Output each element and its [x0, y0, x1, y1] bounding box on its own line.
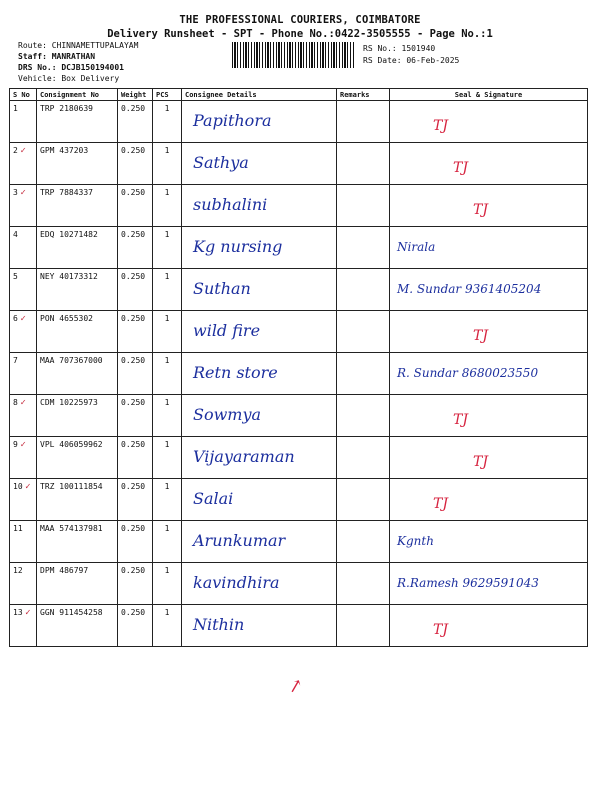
weight-value: 0.250 — [118, 353, 153, 395]
weight-value: 0.250 — [118, 185, 153, 227]
consignee-handwritten-name: Suthan — [193, 279, 251, 298]
table-row — [10, 521, 588, 563]
signature-cell — [390, 311, 588, 353]
tick-mark: ✓ — [24, 482, 32, 491]
handwritten-signature: TJ — [453, 412, 468, 428]
table-row — [10, 101, 588, 143]
rs-date: RS Date: 06-Feb-2025 — [363, 56, 460, 65]
remarks-cell — [337, 311, 390, 353]
handwritten-signature: TJ — [433, 118, 448, 134]
company-title: THE PROFESSIONAL COURIERS, COIMBATORE — [179, 14, 421, 26]
drs-number: DRS No.: DCJB150194001 — [18, 63, 124, 72]
tick-mark: ✓ — [19, 188, 27, 197]
consignee-cell — [182, 437, 337, 479]
runsheet-title: Delivery Runsheet - SPT - Phone No.:0422-3505555 - Page No.:1 — [107, 28, 493, 40]
consignment-number: GGN 911454258 — [37, 605, 118, 647]
weight-value: 0.250 — [118, 605, 153, 647]
consignment-number: GPM 437203 — [37, 143, 118, 185]
pcs-value: 1 — [153, 479, 182, 521]
tick-mark: ✓ — [19, 440, 27, 449]
column-header: Weight — [118, 89, 153, 101]
serial-number-cell — [10, 227, 37, 269]
serial-number-cell — [10, 395, 37, 437]
tick-mark: ✓ — [19, 146, 27, 155]
table-row — [10, 185, 588, 227]
remarks-cell — [337, 605, 390, 647]
serial-number: 5 — [13, 272, 18, 281]
signature-cell — [390, 437, 588, 479]
consignee-handwritten-name: Nithin — [193, 615, 245, 634]
handwritten-signature: TJ — [473, 454, 488, 470]
serial-number-cell — [10, 185, 37, 227]
signature-cell — [390, 143, 588, 185]
column-header: S No — [10, 89, 37, 101]
table-header-row — [10, 89, 588, 101]
consignee-cell — [182, 269, 337, 311]
consignment-number: EDQ 10271482 — [37, 227, 118, 269]
consignment-number: TRP 7884337 — [37, 185, 118, 227]
weight-value: 0.250 — [118, 101, 153, 143]
remarks-cell — [337, 479, 390, 521]
signature-cell — [390, 101, 588, 143]
consignee-handwritten-name: wild fire — [193, 321, 261, 340]
vehicle-label: Vehicle: Box Delivery — [18, 74, 120, 83]
consignee-handwritten-name: Kg nursing — [193, 237, 283, 256]
consignee-cell — [182, 521, 337, 563]
weight-value: 0.250 — [118, 311, 153, 353]
table-row — [10, 437, 588, 479]
consignee-cell — [182, 563, 337, 605]
consignment-number: CDM 10225973 — [37, 395, 118, 437]
consignee-handwritten-name: Salai — [193, 489, 234, 508]
column-header: Consignee Details — [182, 89, 337, 101]
consignee-handwritten-name: Papithora — [193, 111, 272, 130]
serial-number-cell — [10, 521, 37, 563]
serial-number: 6 — [13, 314, 18, 323]
weight-value: 0.250 — [118, 521, 153, 563]
weight-value: 0.250 — [118, 395, 153, 437]
consignment-number: MAA 574137981 — [37, 521, 118, 563]
handwritten-signature: R. Sundar 8680023550 — [397, 366, 539, 380]
remarks-cell — [337, 269, 390, 311]
consignee-handwritten-name: Retn store — [193, 363, 278, 382]
pcs-value: 1 — [153, 521, 182, 563]
consignee-cell — [182, 395, 337, 437]
signature-cell — [390, 269, 588, 311]
signature-cell — [390, 479, 588, 521]
serial-number: 12 — [13, 566, 23, 575]
table-row — [10, 269, 588, 311]
consignment-number: TRZ 100111854 — [37, 479, 118, 521]
signature-cell — [390, 395, 588, 437]
consignee-cell — [182, 605, 337, 647]
serial-number-cell — [10, 269, 37, 311]
table-row — [10, 353, 588, 395]
pcs-value: 1 — [153, 227, 182, 269]
consignment-number: NEY 40173312 — [37, 269, 118, 311]
serial-number-cell — [10, 437, 37, 479]
stray-pen-mark: ↗ — [285, 674, 306, 699]
serial-number-cell — [10, 563, 37, 605]
consignment-number: VPL 406059962 — [37, 437, 118, 479]
column-header: Remarks — [337, 89, 390, 101]
table-row — [10, 563, 588, 605]
column-header: Consignment No — [37, 89, 118, 101]
remarks-cell — [337, 563, 390, 605]
serial-number: 2 — [13, 146, 18, 155]
consignee-cell — [182, 353, 337, 395]
handwritten-signature: Kgnth — [397, 534, 434, 548]
serial-number-cell — [10, 311, 37, 353]
consignee-handwritten-name: Arunkumar — [193, 531, 286, 550]
serial-number-cell — [10, 143, 37, 185]
remarks-cell — [337, 185, 390, 227]
pcs-value: 1 — [153, 101, 182, 143]
remarks-cell — [337, 395, 390, 437]
table-row — [10, 311, 588, 353]
consignee-handwritten-name: Vijayaraman — [193, 447, 295, 466]
pcs-value: 1 — [153, 563, 182, 605]
consignee-handwritten-name: subhalini — [193, 195, 268, 214]
consignee-cell — [182, 185, 337, 227]
signature-cell — [390, 563, 588, 605]
consignee-cell — [182, 143, 337, 185]
column-header: PCS — [153, 89, 182, 101]
column-header: Seal & Signature — [390, 89, 588, 101]
handwritten-signature: TJ — [453, 160, 468, 176]
serial-number-cell — [10, 605, 37, 647]
serial-number-cell — [10, 101, 37, 143]
serial-number: 8 — [13, 398, 18, 407]
handwritten-signature: TJ — [433, 496, 448, 512]
handwritten-signature: Nirala — [397, 240, 436, 254]
table-row — [10, 395, 588, 437]
remarks-cell — [337, 143, 390, 185]
consignee-cell — [182, 311, 337, 353]
consignment-number: PON 4655302 — [37, 311, 118, 353]
weight-value: 0.250 — [118, 437, 153, 479]
table-row — [10, 143, 588, 185]
pcs-value: 1 — [153, 353, 182, 395]
consignment-number: TRP 2180639 — [37, 101, 118, 143]
tick-mark: ✓ — [19, 398, 27, 407]
consignment-number: DPM 486797 — [37, 563, 118, 605]
weight-value: 0.250 — [118, 563, 153, 605]
consignee-handwritten-name: kavindhira — [193, 573, 280, 592]
tick-mark: ✓ — [24, 608, 32, 617]
serial-number-cell — [10, 479, 37, 521]
serial-number: 9 — [13, 440, 18, 449]
staff-label: Staff: MANRATHAN — [18, 52, 96, 61]
handwritten-signature: R.Ramesh 9629591043 — [397, 576, 539, 590]
rs-number: RS No.: 1501940 — [363, 44, 436, 53]
remarks-cell — [337, 353, 390, 395]
weight-value: 0.250 — [118, 269, 153, 311]
consignee-cell — [182, 227, 337, 269]
table-row — [10, 479, 588, 521]
pcs-value: 1 — [153, 185, 182, 227]
remarks-cell — [337, 227, 390, 269]
runsheet-table — [9, 88, 588, 647]
remarks-cell — [337, 437, 390, 479]
pcs-value: 1 — [153, 437, 182, 479]
pcs-value: 1 — [153, 311, 182, 353]
signature-cell — [390, 605, 588, 647]
pcs-value: 1 — [153, 143, 182, 185]
weight-value: 0.250 — [118, 479, 153, 521]
serial-number: 11 — [13, 524, 23, 533]
serial-number: 13 — [13, 608, 23, 617]
weight-value: 0.250 — [118, 143, 153, 185]
table-row — [10, 605, 588, 647]
serial-number: 7 — [13, 356, 18, 365]
remarks-cell — [337, 101, 390, 143]
serial-number: 10 — [13, 482, 23, 491]
signature-cell — [390, 521, 588, 563]
signature-cell — [390, 227, 588, 269]
table-row — [10, 227, 588, 269]
weight-value: 0.250 — [118, 227, 153, 269]
handwritten-signature: TJ — [473, 328, 488, 344]
serial-number-cell — [10, 353, 37, 395]
route-label: Route: CHINNAMETTUPALAYAM — [18, 41, 139, 50]
consignee-cell — [182, 479, 337, 521]
consignee-cell — [182, 101, 337, 143]
handwritten-signature: TJ — [473, 202, 488, 218]
signature-cell — [390, 353, 588, 395]
remarks-cell — [337, 521, 390, 563]
serial-number: 1 — [13, 104, 18, 113]
handwritten-signature: TJ — [433, 622, 448, 638]
consignee-handwritten-name: Sathya — [193, 153, 249, 172]
consignment-number: MAA 707367000 — [37, 353, 118, 395]
pcs-value: 1 — [153, 395, 182, 437]
pcs-value: 1 — [153, 269, 182, 311]
barcode-image — [232, 42, 354, 68]
serial-number: 4 — [13, 230, 18, 239]
pcs-value: 1 — [153, 605, 182, 647]
serial-number: 3 — [13, 188, 18, 197]
handwritten-signature: M. Sundar 9361405204 — [397, 282, 542, 296]
signature-cell — [390, 185, 588, 227]
consignee-handwritten-name: Sowmya — [193, 405, 262, 424]
tick-mark: ✓ — [19, 314, 27, 323]
